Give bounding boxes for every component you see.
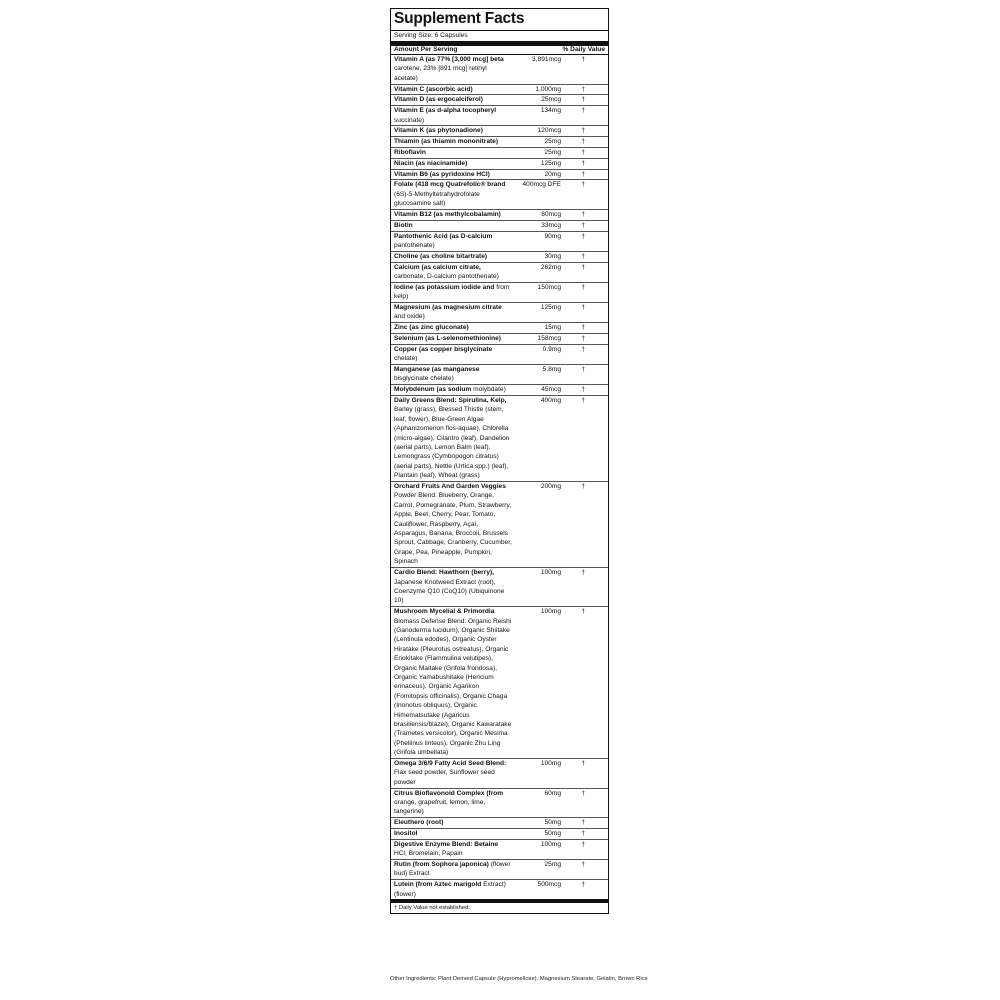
ingredient-description: from kelp) — [394, 283, 510, 301]
ingredient-name: Orchard Fruits And Garden Veggies — [394, 483, 506, 491]
ingredient-name: Lutein (from Aztec marigold — [394, 881, 482, 889]
ingredient-cell — [394, 210, 512, 219]
ingredient-description: Powder Blend: Blueberry, Orange, Carrot, Pomegranate, Plum, Strawberry, Apple, Beet, Cherry, Pear, Tomato, Cauliflower, Raspberry, Açaí, Asparagus, Banana, Broccoli, Brussels Sprout, Cabbage, Cranberry, Cucumber, Grape, Pea, Pineapple, Pumpkin, Spinach — [394, 492, 512, 566]
daily-value-cell: † — [581, 840, 585, 848]
ingredient-cell — [394, 106, 512, 125]
ingredient-cell — [394, 396, 512, 481]
column-header — [391, 46, 608, 55]
table-row — [391, 180, 608, 210]
ingredient-name: Daily Greens Blend: Spirulina, Kelp, — [394, 397, 507, 404]
table-row — [391, 334, 608, 345]
ingredient-cell — [394, 482, 512, 567]
amount-cell: 158mcg — [537, 335, 561, 342]
daily-value-cell: † — [581, 221, 585, 229]
ingredient-name: Vitamin C (ascorbic acid) — [394, 85, 473, 93]
amount-cell: 50mg — [544, 819, 561, 827]
ingredient-cell — [394, 148, 512, 157]
ingredient-name: Niacin (as niacinamide) — [394, 159, 468, 167]
ingredient-name: Selenium (as L-selenomethionine) — [394, 335, 501, 342]
ingredient-name: Vitamin D (as ergocalciferol) — [394, 96, 483, 104]
amount-cell: 125mg — [540, 304, 561, 311]
amount-cell: 100mg — [540, 608, 561, 616]
amount-cell: 0.9mg — [542, 345, 561, 353]
ingredient-description: and oxide) — [394, 313, 425, 321]
ingredient-description: succinate) — [394, 116, 425, 124]
ingredient-name: Thiamin (as thiamin mononitrate) — [394, 138, 499, 146]
table-row — [391, 607, 608, 759]
daily-value-cell: † — [581, 760, 585, 767]
ingredient-description: carbonate, D-calcium pantothenate) — [394, 273, 499, 280]
daily-value-cell: † — [581, 149, 585, 156]
ingredient-name: Biotin — [394, 221, 413, 229]
ingredient-cell — [394, 137, 512, 146]
ingredient-cell — [394, 95, 512, 104]
ingredient-cell — [394, 85, 512, 94]
daily-value-cell: † — [581, 324, 585, 332]
daily-value-cell: † — [581, 345, 585, 353]
ingredient-cell — [394, 607, 512, 758]
ingredient-description: Biomass Defense Blend: Organic Reishi (Ganoderma lucidum), Organic Shiitake (Lentinula edodes), Organic Oyster Hiratake (Pleurotus ostreatus), Organic Enokitake (Flammulina velutipes), Organic Maitake (Grifola frondosa), Organic Yamabushitake (Hericium erinaceus), Organic Agarikon (Fomitopsis officinalis), Organic Chaga (Inonotus obliquus), Organic Himematsutake (Agaricus brasiliensis/blazei), Organic Kawaratake (Trametes versicolor), Organic Mesima (Phellinus linteus), Organic Zhu Ling (Grifola umbellata) — [394, 617, 512, 757]
table-row — [391, 148, 608, 159]
amount-cell: 50mg — [544, 830, 561, 838]
table-row — [391, 170, 608, 181]
ingredient-description: Extract) (flower) — [394, 881, 506, 898]
ingredient-name: Zinc (as zinc gluconate) — [394, 324, 469, 332]
ingredient-description: chelate) — [394, 355, 418, 363]
ingredient-description: Flax seed powder, Sunflower seed powder — [394, 769, 495, 786]
ingredient-cell — [394, 818, 512, 827]
ingredient-name: Omega 3/6/9 Fatty Acid Seed Blend: — [394, 760, 507, 767]
ingredient-description: carotene, 23% [891 mcg] retinyl acetate) — [394, 65, 487, 82]
amount-cell: 500mcg — [537, 881, 561, 889]
table-row — [391, 482, 608, 568]
ingredient-cell — [394, 880, 512, 899]
amount-cell: 90mg — [544, 232, 561, 240]
ingredient-name: Vitamin B6 (as pyridoxine HCl) — [394, 170, 490, 178]
table-row — [391, 345, 608, 365]
ingredient-cell — [394, 252, 512, 261]
table-row — [391, 880, 608, 899]
ingredient-description: pantothenate) — [394, 242, 435, 249]
supplement-facts-panel — [390, 8, 609, 914]
amount-cell: 262mg — [540, 263, 561, 271]
amount-cell: 25mg — [544, 138, 561, 146]
ingredient-list — [391, 55, 608, 903]
ingredient-name: Copper (as copper bisglycinate — [394, 345, 493, 353]
ingredient-cell — [394, 180, 512, 208]
ingredient-description: HCl, Bromelain, Papain — [394, 850, 463, 858]
amount-cell: 400mg — [540, 397, 561, 404]
daily-value-cell: † — [581, 127, 585, 135]
ingredient-name: Mushroom Mycelial & Primordia — [394, 608, 495, 616]
table-row — [391, 210, 608, 221]
table-row — [391, 85, 608, 96]
ingredient-name: Choline (as choline bitartrate) — [394, 252, 488, 260]
ingredient-description: Japanese Knotweed Extract (root), Coenzyme Q10 (CoQ10) (Ubiquinone 10) — [394, 578, 505, 605]
table-row — [391, 568, 608, 607]
daily-value-cell: † — [581, 335, 585, 342]
ingredient-name: Cardio Blend: Hawthorn (berry), — [394, 569, 495, 577]
table-row — [391, 221, 608, 232]
table-row — [391, 159, 608, 170]
ingredient-name: Citrus Bioflavonoid Complex (from — [394, 789, 504, 797]
daily-value-cell: † — [581, 386, 585, 394]
ingredient-description: orange, grapefruit, lemon, lime, tangerine) — [394, 799, 486, 816]
ingredient-name: Eleuthero (root) — [394, 819, 444, 827]
ingredient-cell — [394, 568, 512, 606]
amount-cell: 80mcg — [541, 211, 561, 218]
table-row — [391, 385, 608, 396]
table-row — [391, 106, 608, 126]
ingredient-cell — [394, 303, 512, 322]
table-row — [391, 789, 608, 819]
ingredient-cell — [394, 345, 512, 364]
table-row — [391, 303, 608, 323]
table-row — [391, 263, 608, 283]
ingredient-cell — [394, 365, 512, 384]
daily-value-cell: † — [581, 252, 585, 260]
table-row — [391, 365, 608, 385]
amount-cell: 1,000mg — [535, 85, 561, 93]
daily-value-cell: † — [581, 366, 585, 373]
ingredient-cell — [394, 159, 512, 168]
amount-cell: 125mg — [540, 159, 561, 167]
amount-cell: 20mg — [544, 170, 561, 178]
daily-value-cell: † — [581, 170, 585, 178]
panel-title: Supplement Facts — [391, 9, 608, 31]
ingredient-name: Manganese (as manganese — [394, 366, 480, 373]
ingredient-cell — [394, 283, 512, 302]
daily-value-cell: † — [581, 608, 585, 616]
daily-value-cell: † — [581, 819, 585, 827]
table-row — [391, 860, 608, 880]
amount-cell: 150mcg — [537, 283, 561, 291]
table-row — [391, 126, 608, 137]
amount-cell: 3,891mcg — [532, 56, 561, 63]
table-row — [391, 252, 608, 263]
daily-value-cell: † — [581, 211, 585, 218]
ingredient-name: Rutin (from Sophora japonica) — [394, 861, 489, 869]
daily-value-cell: † — [581, 881, 585, 889]
daily-value-cell: † — [581, 283, 585, 291]
daily-value-cell: † — [581, 181, 585, 189]
ingredient-cell — [394, 829, 512, 838]
ingredient-name: Calcium (as calcium citrate, — [394, 263, 481, 271]
daily-value-cell: † — [581, 483, 585, 491]
ingredient-name: Vitamin A (as 77% [3,000 mcg] beta — [394, 56, 504, 63]
amount-cell: 400mcg DFE — [522, 181, 561, 189]
ingredient-cell — [394, 55, 512, 83]
ingredient-name: Digestive Enzyme Blend: Betaine — [394, 840, 499, 848]
table-row — [391, 232, 608, 252]
daily-value-cell: † — [581, 789, 585, 797]
ingredient-name: Inositol — [394, 830, 418, 838]
ingredient-name: Riboflavin — [394, 149, 426, 156]
ingredient-name: Magnesium (as magnesium citrate — [394, 304, 502, 311]
amount-cell: 33mcg — [541, 221, 561, 229]
footnote: † Daily Value not established. — [394, 905, 470, 912]
ingredient-cell — [394, 263, 512, 282]
amount-cell: 25mg — [544, 149, 561, 156]
ingredient-cell — [394, 323, 512, 332]
amount-cell: 200mg — [540, 483, 561, 491]
table-row — [391, 95, 608, 106]
amount-cell: 45mcg — [541, 386, 561, 394]
daily-value-label: % Daily Value — [562, 46, 605, 53]
amount-cell: 25mcg — [541, 96, 561, 104]
daily-value-cell: † — [581, 85, 585, 93]
table-row — [391, 818, 608, 829]
table-row — [391, 829, 608, 840]
daily-value-cell: † — [581, 397, 585, 404]
daily-value-cell: † — [581, 304, 585, 311]
ingredient-cell — [394, 789, 512, 817]
table-row — [391, 396, 608, 482]
amount-cell: 134mg — [540, 107, 561, 115]
ingredient-name: Iodine (as potassium iodide and — [394, 283, 495, 291]
ingredient-cell — [394, 759, 512, 787]
ingredient-description: bisglycinate chelate) — [394, 375, 454, 383]
daily-value-cell: † — [581, 232, 585, 240]
daily-value-cell: † — [581, 569, 585, 577]
daily-value-cell: † — [581, 107, 585, 115]
table-row — [391, 137, 608, 148]
ingredient-cell — [394, 170, 512, 179]
table-row — [391, 323, 608, 334]
amount-cell: 100mg — [540, 840, 561, 848]
daily-value-cell: † — [581, 56, 585, 63]
ingredient-name: Pantothenic Acid (as D-calcium — [394, 232, 493, 240]
ingredient-description: Barley (grass), Blessed Thistle (stem, leaf, flower), Blue-Green Algae (Aphanizomenon flos-aquae), Chlorella (micro-algae), Cilantro (leaf), Dandelion (aerial parts), Lemon Balm (leaf), Lemongrass (Cymbopogon citratus) (aerial parts), Nettle (Urtica spp.) (leaf), Plantain (leaf), Wheat (grass) — [394, 406, 510, 480]
ingredient-name: Molybdenum (as sodium — [394, 386, 472, 394]
amount-cell: 100mg — [540, 569, 561, 577]
ingredient-description: (flower bud) Extract — [394, 861, 511, 878]
ingredient-cell — [394, 385, 512, 394]
amount-cell: 120mcg — [537, 127, 561, 135]
daily-value-cell: † — [581, 861, 585, 869]
daily-value-cell: † — [581, 263, 585, 271]
ingredient-cell — [394, 126, 512, 135]
amount-cell: 60mg — [544, 789, 561, 797]
ingredient-cell — [394, 334, 512, 343]
daily-value-cell: † — [581, 159, 585, 167]
daily-value-cell: † — [581, 138, 585, 146]
ingredient-cell — [394, 860, 512, 879]
ingredient-description: molybdate) — [473, 386, 506, 394]
ingredient-name: Folate (418 mcg Quatrefolic® brand — [394, 181, 506, 189]
daily-value-cell: † — [581, 96, 585, 104]
amount-cell: 15mg — [544, 324, 561, 332]
ingredient-description: (6S)-5-Methyltetrahydrofolate glucosamine salt) — [394, 190, 480, 208]
amount-per-serving-label: Amount Per Serving — [394, 46, 458, 53]
serving-size: Serving Size: 6 Capsules — [391, 31, 608, 46]
other-ingredients: Other Ingredients: Plant Derived Capsule (Hypromellose), Magnesium Stearate, Gelatin, Brown Rice — [390, 976, 648, 982]
ingredient-cell — [394, 232, 512, 251]
daily-value-cell: † — [581, 830, 585, 838]
table-row — [391, 283, 608, 303]
table-row — [391, 840, 608, 860]
amount-cell: 30mg — [544, 252, 561, 260]
table-row — [391, 759, 608, 789]
ingredient-name: Vitamin B12 (as methylcobalamin) — [394, 211, 501, 218]
ingredient-cell — [394, 840, 512, 859]
amount-cell: 25mg — [544, 861, 561, 869]
amount-cell: 100mg — [540, 760, 561, 767]
ingredient-name: Vitamin E (as d-alpha tocopheryl — [394, 107, 497, 115]
ingredient-name: Vitamin K (as phytonadione) — [394, 127, 483, 135]
amount-cell: 5.8mg — [542, 366, 561, 373]
ingredient-cell — [394, 221, 512, 230]
table-row — [391, 55, 608, 85]
